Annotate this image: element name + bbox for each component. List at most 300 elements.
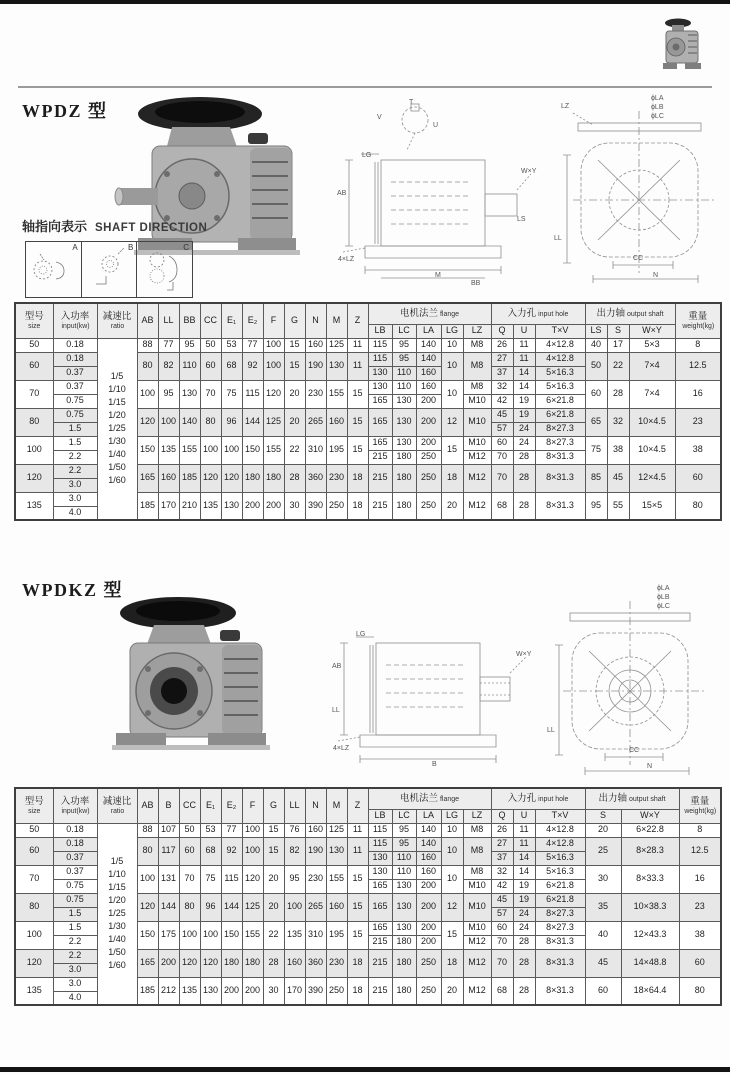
- cell: 0.75: [53, 408, 97, 422]
- ratio-value: 1/25: [108, 423, 126, 434]
- cell: 55: [607, 492, 629, 520]
- ratio-value: 1/25: [108, 908, 126, 919]
- cell: 200: [416, 921, 441, 935]
- cell: 12×4.5: [629, 464, 675, 492]
- cell: 215: [368, 977, 392, 1005]
- cell: 28: [284, 464, 305, 492]
- cell: 250: [326, 492, 347, 520]
- cell: 180: [263, 464, 284, 492]
- column-header: E₁: [221, 303, 242, 338]
- group-header-en: output shaft: [628, 795, 666, 803]
- cell: 155: [242, 921, 263, 949]
- cell-letter: C: [183, 243, 190, 252]
- cell: 165: [137, 949, 158, 977]
- header-en: weight(kg): [681, 321, 714, 330]
- cell: 23: [679, 893, 721, 921]
- ratio-value: 1/20: [108, 410, 126, 421]
- cell: 160: [305, 338, 326, 352]
- cell: 100: [263, 338, 284, 352]
- ratio-value: 1/40: [108, 934, 126, 945]
- dimension-label: LL: [547, 727, 555, 734]
- cell: 180: [221, 949, 242, 977]
- cell: 150: [221, 921, 242, 949]
- cell: 38: [675, 436, 721, 464]
- dimension-label: LL: [332, 707, 340, 714]
- cell: 170: [158, 492, 179, 520]
- cell: 8×33.3: [621, 865, 679, 893]
- cell: 140: [416, 352, 441, 366]
- wpdz-spec-table: [14, 302, 722, 521]
- cell: 11: [347, 837, 368, 865]
- group-header-en: input hole: [538, 795, 569, 803]
- column-header: Q: [491, 324, 513, 338]
- cell: 5×3: [629, 338, 675, 352]
- cell: 100: [242, 823, 263, 837]
- cell: 130: [326, 837, 347, 865]
- cell: 20: [284, 408, 305, 436]
- column-header: Q: [491, 809, 513, 823]
- cell: 77: [158, 338, 179, 352]
- cell: 28: [513, 977, 535, 1005]
- cell: 77: [242, 338, 263, 352]
- cell: 80: [679, 977, 721, 1005]
- cell: 160: [158, 464, 179, 492]
- cell: 38: [607, 436, 629, 464]
- group-header-en: output shaft: [626, 310, 664, 318]
- cell: 200: [416, 879, 441, 893]
- cell: 20: [585, 823, 621, 837]
- cell: 45: [491, 893, 513, 907]
- dimension-label: N: [653, 272, 659, 279]
- column-header: [97, 303, 137, 338]
- cell: 100: [137, 865, 158, 893]
- cell: 60: [679, 949, 721, 977]
- cell: 75: [221, 380, 242, 408]
- cell: 4.0: [53, 991, 97, 1005]
- cell: M10: [463, 394, 491, 408]
- cell: 8×27.3: [535, 907, 585, 921]
- ratio-value: 1/50: [108, 947, 126, 958]
- group-header-cn: 入力孔: [507, 307, 537, 319]
- column-header: S: [585, 809, 621, 823]
- cell: 180: [392, 935, 416, 949]
- cell: 165: [137, 464, 158, 492]
- cell: 8×27.3: [535, 921, 585, 935]
- dimension-label: ϕLC: [657, 603, 670, 610]
- cell: 165: [368, 436, 392, 450]
- cell: 70: [491, 949, 513, 977]
- shaft-direction-label: [22, 216, 207, 235]
- dimension-label: N: [647, 763, 653, 770]
- cell: 175: [158, 921, 179, 949]
- cell: 200: [416, 408, 441, 436]
- cell: 14: [513, 380, 535, 394]
- cell: 115: [368, 338, 392, 352]
- cell: 130: [392, 893, 416, 921]
- column-header: T×V: [535, 324, 585, 338]
- column-header: Z: [347, 303, 368, 338]
- ratio-value: 1/60: [108, 960, 126, 971]
- cell: 130: [392, 394, 416, 408]
- wpdkz-title: WPDKZ 型: [22, 580, 124, 600]
- cell: 40: [585, 338, 607, 352]
- group-header-cn: 出力轴: [598, 792, 627, 804]
- cell: 53: [200, 823, 221, 837]
- bottom-black-bar: [0, 1067, 730, 1072]
- cell: 11: [513, 823, 535, 837]
- shaft-direction-cell-a: [26, 242, 82, 297]
- cell: 0.75: [53, 394, 97, 408]
- wpdkz-side-drawing: [330, 585, 560, 780]
- cell: 0.18: [53, 823, 97, 837]
- cell: 150: [137, 436, 158, 464]
- cell: 230: [326, 949, 347, 977]
- cell: 28: [513, 935, 535, 949]
- cell: M8: [463, 352, 491, 380]
- dimension-label: CC: [633, 255, 644, 262]
- ratio-value: 1/5: [110, 856, 124, 867]
- column-header: LB: [368, 324, 392, 338]
- cell: 135: [158, 436, 179, 464]
- cell: 115: [368, 352, 392, 366]
- ratio-value: 1/10: [108, 869, 126, 880]
- cell: 10: [441, 338, 463, 352]
- cell: 190: [305, 352, 326, 380]
- cell: 15: [347, 436, 368, 464]
- cell: 100: [15, 921, 53, 949]
- ratio-value: 1/50: [108, 462, 126, 473]
- ratio-value: 1/30: [108, 921, 126, 932]
- wpdkz-spec-table: [14, 787, 722, 1006]
- cell: 96: [200, 893, 221, 921]
- header-en: input(kw): [60, 321, 90, 330]
- group-header: [491, 788, 585, 809]
- dimension-label: CC: [629, 747, 640, 754]
- cell: 0.37: [53, 380, 97, 394]
- cell: 155: [263, 436, 284, 464]
- cell: 95: [392, 352, 416, 366]
- group-header-cn: 入力孔: [507, 792, 537, 804]
- cell: 4×12.8: [535, 352, 585, 366]
- cell: 130: [326, 352, 347, 380]
- cell: 130: [200, 977, 221, 1005]
- cell: 8×31.3: [535, 977, 585, 1005]
- cell: 16: [675, 380, 721, 408]
- dimension-label: LZ: [561, 103, 570, 110]
- cell: 14: [513, 851, 535, 865]
- dimension-label: 4×LZ: [338, 256, 355, 263]
- cell: 95: [179, 338, 200, 352]
- cell: 215: [368, 935, 392, 949]
- column-header: W×Y: [621, 809, 679, 823]
- cell: 120: [200, 949, 221, 977]
- cell: 77: [221, 823, 242, 837]
- header-cn: 减速比: [102, 795, 132, 807]
- cell: 60: [491, 921, 513, 935]
- cell: 19: [513, 408, 535, 422]
- column-header: G: [263, 788, 284, 823]
- cell: 15: [347, 865, 368, 893]
- cell: 10: [441, 380, 463, 408]
- cell: 28: [263, 949, 284, 977]
- cell: 0.18: [53, 837, 97, 851]
- group-header-cn: 电机法兰: [399, 307, 438, 319]
- header-cn: 重量: [688, 310, 708, 322]
- cell: 50: [585, 352, 607, 380]
- cell: 230: [305, 865, 326, 893]
- cell: 15: [441, 436, 463, 464]
- cell: 215: [368, 464, 392, 492]
- cell: 32: [607, 408, 629, 436]
- dimension-label: AB: [332, 663, 342, 670]
- cell: M12: [463, 977, 491, 1005]
- cell: 68: [491, 492, 513, 520]
- cell: 24: [513, 907, 535, 921]
- header-en: size: [28, 321, 41, 330]
- cell: 110: [392, 380, 416, 394]
- ratio-value: 1/10: [108, 384, 126, 395]
- column-header: [53, 303, 97, 338]
- cell: 18: [347, 492, 368, 520]
- cell: 4×12.8: [535, 823, 585, 837]
- cell: 0.37: [53, 865, 97, 879]
- cell: 15: [347, 380, 368, 408]
- cell: 185: [137, 492, 158, 520]
- cell: 53: [221, 338, 242, 352]
- cell: 80: [179, 893, 200, 921]
- table-row: [15, 823, 721, 837]
- cell: 20: [441, 492, 463, 520]
- cell: 130: [392, 408, 416, 436]
- cell: M10: [463, 921, 491, 935]
- cell: 40: [585, 921, 621, 949]
- cell: 200: [242, 492, 263, 520]
- cell: 160: [416, 366, 441, 380]
- column-header: M: [326, 303, 347, 338]
- dimension-label: LL: [554, 235, 562, 242]
- cell: 7×4: [629, 380, 675, 408]
- cell: M12: [463, 464, 491, 492]
- column-header: LZ: [463, 809, 491, 823]
- cell: 2.2: [53, 935, 97, 949]
- cell: 250: [416, 464, 441, 492]
- shaft-direction-cell-b: [82, 242, 138, 297]
- cell: 120: [137, 893, 158, 921]
- cell: 6×21.8: [535, 879, 585, 893]
- column-header: LG: [441, 809, 463, 823]
- dimension-label: T: [409, 99, 414, 106]
- cell: 200: [416, 893, 441, 921]
- dimension-label: M: [435, 272, 441, 279]
- cell: 12: [441, 893, 463, 921]
- cell: 7×4: [629, 352, 675, 380]
- wpdkz-front-drawing: [545, 585, 723, 785]
- cell: 107: [158, 823, 179, 837]
- group-header-cn: 电机法兰: [399, 792, 438, 804]
- cell: 180: [242, 949, 263, 977]
- cell: 100: [221, 436, 242, 464]
- cell: 125: [326, 338, 347, 352]
- top-black-bar: [0, 0, 730, 4]
- cell: 130: [368, 851, 392, 865]
- cell: 100: [242, 837, 263, 865]
- column-header: U: [513, 324, 535, 338]
- cell: 100: [179, 921, 200, 949]
- cell: 390: [305, 492, 326, 520]
- group-header: [368, 788, 491, 809]
- cell: 23: [675, 408, 721, 436]
- column-header: [53, 788, 97, 823]
- cell: 25: [585, 837, 621, 865]
- cell: 3.0: [53, 963, 97, 977]
- cell: 120: [242, 865, 263, 893]
- cell: 200: [158, 949, 179, 977]
- cell: 4×12.8: [535, 837, 585, 851]
- cell: 200: [263, 492, 284, 520]
- cell: 24: [513, 921, 535, 935]
- column-header: LC: [392, 324, 416, 338]
- cell: 120: [15, 949, 53, 977]
- group-header: [585, 788, 679, 809]
- cell: 60: [491, 436, 513, 450]
- column-header: [97, 788, 137, 823]
- column-header: S: [607, 324, 629, 338]
- shaft-direction-cell-c: [137, 242, 192, 297]
- cell: 130: [392, 436, 416, 450]
- cell: 10: [441, 837, 463, 865]
- cell: 6×21.8: [535, 394, 585, 408]
- dimension-label: B: [432, 761, 437, 768]
- cell: 230: [326, 464, 347, 492]
- cell: 360: [305, 464, 326, 492]
- cell: 125: [326, 823, 347, 837]
- cell: 6×21.8: [535, 408, 585, 422]
- cell: 144: [158, 893, 179, 921]
- dimension-label: W×Y: [521, 168, 537, 175]
- cell: 28: [513, 949, 535, 977]
- column-header: N: [305, 788, 326, 823]
- cell: 96: [221, 408, 242, 436]
- cell: 150: [137, 921, 158, 949]
- cell: 92: [242, 352, 263, 380]
- cell: 144: [221, 893, 242, 921]
- cell: 42: [491, 394, 513, 408]
- cell: 160: [416, 865, 441, 879]
- column-header: LA: [416, 324, 441, 338]
- cell: 310: [305, 921, 326, 949]
- dimension-label: ϕLA: [651, 95, 664, 102]
- cell: 160: [326, 408, 347, 436]
- cell: 92: [221, 837, 242, 865]
- cell: 200: [416, 436, 441, 450]
- cell: 57: [491, 907, 513, 921]
- cell: 10: [441, 352, 463, 380]
- cell: 95: [585, 492, 607, 520]
- cell: 10×4.5: [629, 436, 675, 464]
- cell: M10: [463, 408, 491, 436]
- ratio-value: 1/30: [108, 436, 126, 447]
- cell: M8: [463, 865, 491, 879]
- cell: 140: [416, 823, 441, 837]
- cell: 110: [179, 352, 200, 380]
- cell: 0.37: [53, 366, 97, 380]
- cell: 60: [585, 380, 607, 408]
- cell: 15: [441, 921, 463, 949]
- cell: 75: [200, 865, 221, 893]
- cell: 95: [158, 380, 179, 408]
- cell: 45: [607, 464, 629, 492]
- cell: 16: [679, 865, 721, 893]
- cell: 125: [263, 408, 284, 436]
- cell: 265: [305, 893, 326, 921]
- cell: 165: [368, 394, 392, 408]
- cell: 20: [263, 893, 284, 921]
- dimension-label: AB: [337, 190, 347, 197]
- header-cn: 型号: [24, 795, 44, 807]
- cell: 76: [284, 823, 305, 837]
- group-header: [585, 303, 675, 324]
- header-en: weight(kg): [683, 806, 716, 815]
- cell: 3.0: [53, 492, 97, 506]
- cell: 20: [284, 380, 305, 408]
- cell: M8: [463, 837, 491, 865]
- cell: 15: [347, 893, 368, 921]
- cell: 140: [179, 408, 200, 436]
- cell: 12×43.3: [621, 921, 679, 949]
- cell: 130: [179, 380, 200, 408]
- group-header-en: flange: [439, 795, 460, 803]
- cell: 155: [326, 380, 347, 408]
- cell: 11: [513, 352, 535, 366]
- cell: 100: [15, 436, 53, 464]
- cell: M10: [463, 436, 491, 450]
- header-en: size: [28, 806, 41, 815]
- cell: 50: [15, 823, 53, 837]
- cell: 125: [242, 893, 263, 921]
- cell: 130: [368, 366, 392, 380]
- ratio-value: 1/60: [108, 475, 126, 486]
- cell: 12: [441, 408, 463, 436]
- column-header: LB: [368, 809, 392, 823]
- cell-letter: B: [128, 243, 134, 252]
- column-header: CC: [179, 788, 200, 823]
- ratio-value: 1/20: [108, 895, 126, 906]
- cell: 60: [585, 977, 621, 1005]
- cell: 8×31.3: [535, 935, 585, 949]
- cell: 18: [347, 949, 368, 977]
- cell: 80: [675, 492, 721, 520]
- column-header: E₂: [221, 788, 242, 823]
- cell: 140: [416, 338, 441, 352]
- cell: 70: [491, 935, 513, 949]
- cell: 20: [441, 977, 463, 1005]
- cell: 12.5: [679, 837, 721, 865]
- cell: 30: [585, 865, 621, 893]
- gearbox-thumbnail-image: [658, 15, 704, 75]
- cell: 131: [158, 865, 179, 893]
- cell: 135: [15, 977, 53, 1005]
- column-header: [675, 303, 721, 338]
- cell: 18×64.4: [621, 977, 679, 1005]
- cell: 360: [305, 949, 326, 977]
- cell: 50: [200, 338, 221, 352]
- cell: 180: [392, 977, 416, 1005]
- dimension-label: ϕLB: [651, 104, 664, 111]
- ratio-value: 1/5: [110, 371, 124, 382]
- ratio-list: [97, 338, 137, 520]
- column-header: [679, 788, 721, 823]
- cell: 11: [347, 338, 368, 352]
